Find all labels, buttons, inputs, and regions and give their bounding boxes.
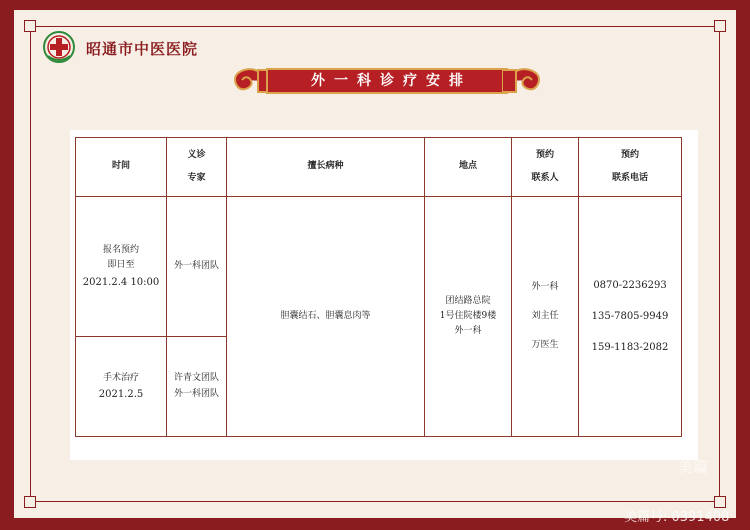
table-row <box>76 197 682 337</box>
watermark-number: 美篇号: 0391408 <box>624 510 730 525</box>
location-cell: 团结路总院 1号住院楼9楼 外一科 <box>425 197 512 437</box>
scroll-ornament-icon <box>502 64 546 98</box>
phone-cell: 0870-2236293 135-7805-9949 159-1183-2082 <box>579 197 682 437</box>
hospital-cross-logo-icon <box>42 30 76 64</box>
header-specialty: 擅长病种 <box>227 138 425 197</box>
contact-cell: 外一科 刘主任 万医生 <box>512 197 579 437</box>
header-phone: 预约 联系电话 <box>579 138 682 197</box>
table-header-row <box>76 138 682 197</box>
header-contact: 预约 联系人 <box>512 138 579 197</box>
row2-time: 手术治疗 2021.2.5 <box>76 337 167 437</box>
frame-corner-ornament <box>24 20 36 32</box>
row1-expert: 外一科团队 <box>167 197 227 337</box>
hospital-name: 昭通市中医医院 <box>86 40 199 58</box>
row2-expert: 许青文团队 外一科团队 <box>167 337 227 437</box>
specialty-cell: 胆囊结石、胆囊息肉等 <box>227 197 425 437</box>
header-time: 时间 <box>76 138 167 197</box>
watermark-logo: 美篇 <box>678 458 709 476</box>
header-location: 地点 <box>425 138 512 197</box>
title-banner <box>228 64 546 98</box>
row1-time: 报名预约 即日至 2021.2.4 10:00 <box>76 197 167 337</box>
header-expert: 义诊 专家 <box>167 138 227 197</box>
frame-corner-ornament <box>714 20 726 32</box>
frame-corner-ornament <box>24 496 36 508</box>
banner-title: 外一科诊疗安排 <box>266 68 508 94</box>
schedule-table <box>75 137 682 437</box>
